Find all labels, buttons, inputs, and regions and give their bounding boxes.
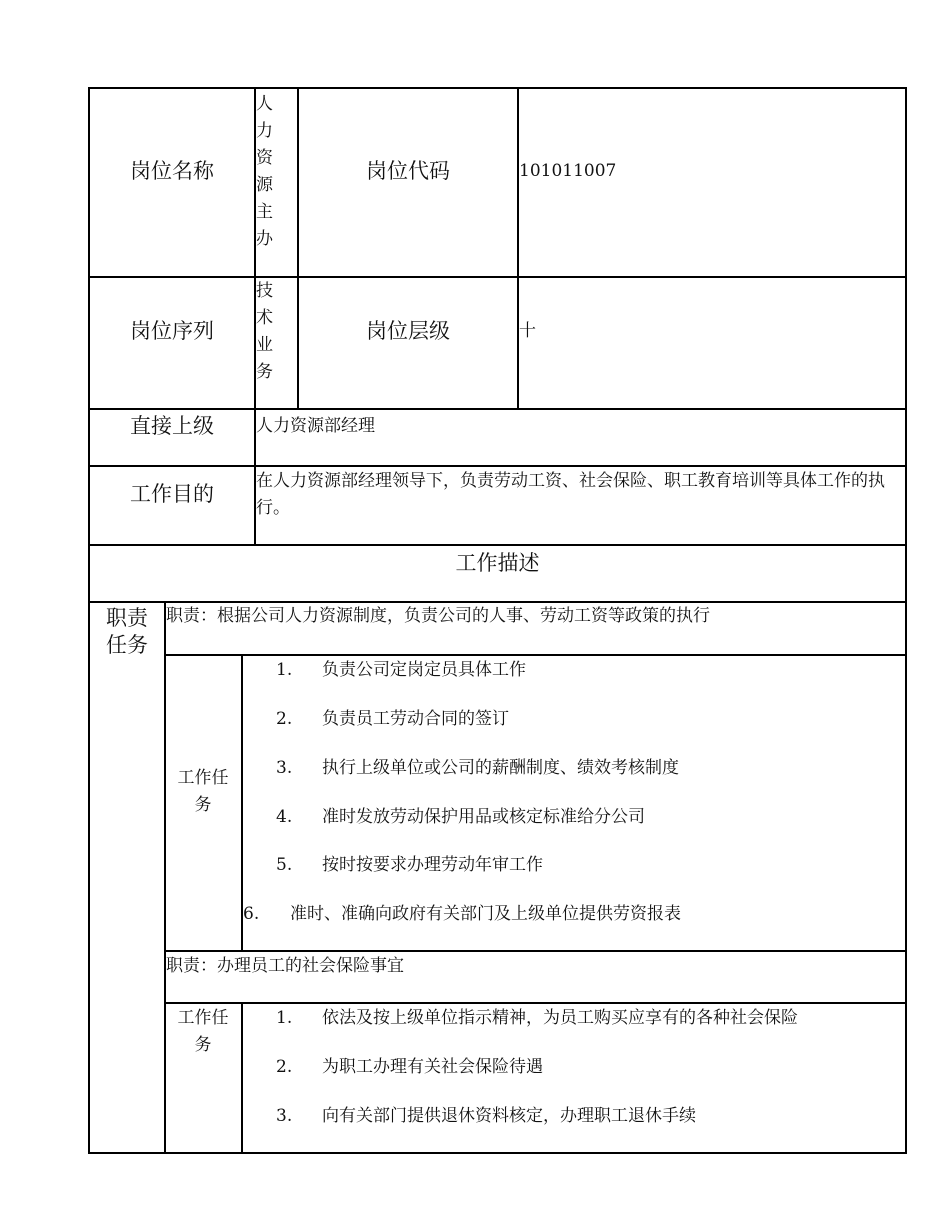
position-code-label: 岗位代码 — [366, 159, 450, 183]
task-text: 准时、准确向政府有关部门及上级单位提供劳资报表 — [290, 904, 681, 924]
row-divider — [88, 276, 907, 278]
row-divider — [88, 544, 907, 546]
row-divider — [88, 465, 907, 467]
supervisor-value: 人力资源部经理 — [256, 416, 375, 436]
task-number: 4. — [276, 807, 293, 827]
purpose-value: 在人力资源部经理领导下，负责劳动工资、社会保险、职工教育培训等具体工作的执行。 — [256, 471, 885, 518]
job-description-table — [88, 87, 907, 1154]
col-divider — [164, 601, 166, 1154]
task-number: 1. — [276, 1008, 293, 1028]
table-border-top — [88, 87, 907, 89]
task-text: 负责公司定岗定员具体工作 — [322, 660, 526, 680]
table-border-bottom — [88, 1152, 907, 1154]
task-text: 准时发放劳动保护用品或核定标准给分公司 — [322, 807, 645, 827]
task-text: 执行上级单位或公司的薪酬制度、绩效考核制度 — [322, 758, 679, 778]
position-code-value: 101011007 — [519, 161, 617, 181]
duty-2-text: 职责：办理员工的社会保险事宜 — [166, 956, 404, 976]
task-text: 向有关部门提供退休资料核定，办理职工退休手续 — [322, 1106, 696, 1126]
task-number: 3. — [276, 1106, 293, 1126]
row-divider — [165, 950, 907, 952]
task-number: 2. — [276, 1057, 293, 1077]
duty-1-text: 职责：根据公司人力资源制度，负责公司的人事、劳动工资等政策的执行 — [166, 606, 710, 626]
col-divider — [297, 87, 299, 409]
tasks-label: 工作任务 — [177, 768, 229, 815]
row-divider — [165, 1002, 907, 1004]
position-series-label: 岗位序列 — [130, 319, 214, 343]
task-number: 6. — [243, 904, 260, 924]
position-level-label: 岗位层级 — [366, 319, 450, 343]
task-text: 负责员工劳动合同的签订 — [322, 709, 509, 729]
task-number: 3. — [276, 758, 293, 778]
row-divider — [88, 408, 907, 410]
task-text: 依法及按上级单位指示精神，为员工购买应享有的各种社会保险 — [322, 1008, 798, 1028]
duties-label: 职责任务 — [106, 606, 148, 657]
task-text: 按时按要求办理劳动年审工作 — [322, 855, 543, 875]
section-title: 工作描述 — [455, 551, 540, 575]
table-border-left — [88, 87, 90, 1154]
col-divider — [241, 1002, 243, 1154]
position-level-value: 十 — [519, 321, 536, 341]
task-text: 为职工办理有关社会保险待遇 — [322, 1057, 543, 1077]
task-number: 1. — [276, 660, 293, 680]
position-name-value: 人力资源主办 — [256, 94, 273, 249]
row-divider — [165, 654, 907, 656]
table-border-right — [905, 87, 907, 1154]
position-series-value: 技术业务 — [256, 281, 273, 382]
purpose-label: 工作目的 — [130, 482, 214, 506]
col-divider — [517, 87, 519, 409]
task-number: 2. — [276, 709, 293, 729]
supervisor-label: 直接上级 — [130, 414, 214, 438]
task-number: 5. — [276, 855, 293, 875]
tasks-label: 工作任务 — [177, 1008, 229, 1055]
position-name-label: 岗位名称 — [130, 159, 214, 183]
